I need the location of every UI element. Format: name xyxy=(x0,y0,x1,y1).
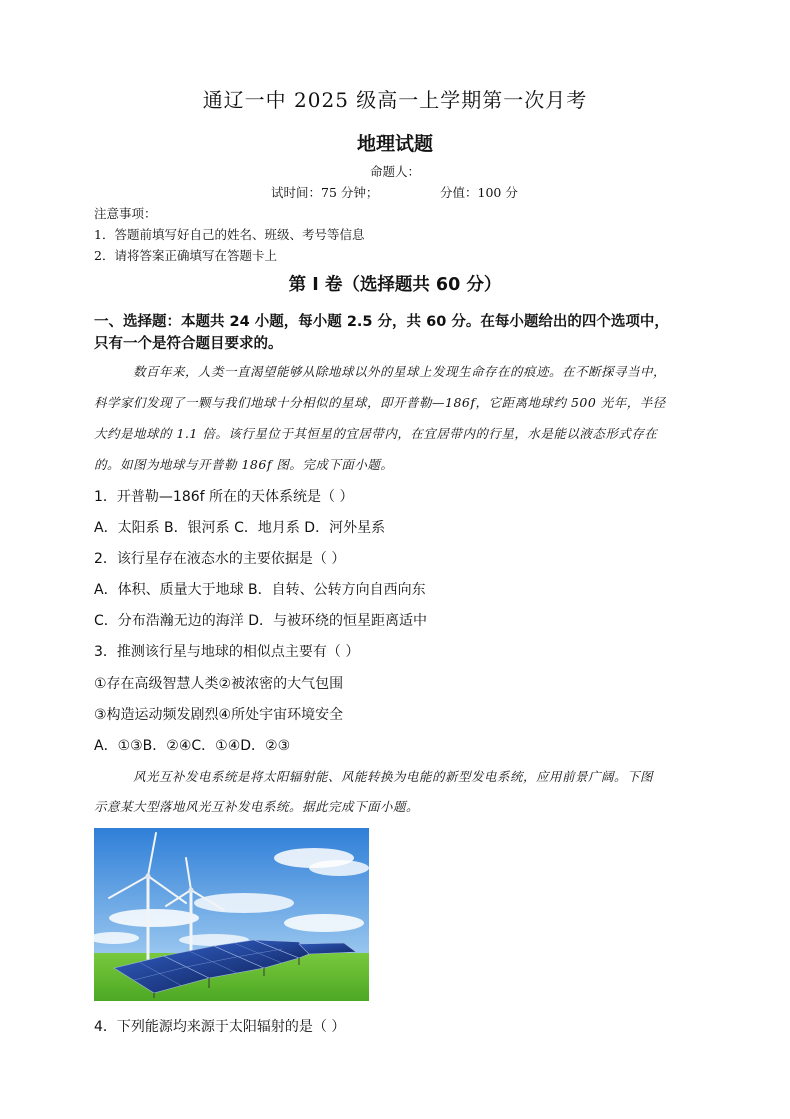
question-3-statement: ①存在高级智慧人类②被浓密的大气包围 xyxy=(94,676,344,692)
author-line: 命题人： xyxy=(369,164,420,179)
question-1-options: A．太阳系 B．银河系 C．地月系 D．河外星系 xyxy=(94,520,386,536)
passage-line: 科学家们发现了一颗与我们地球十分相似的星球，即开普勒—186f，它距离地球约 500 光年，半径 xyxy=(94,395,666,410)
note-item: 1．答题前填写好自己的姓名、班级、考号等信息 xyxy=(94,227,365,242)
passage-line: 风光互补发电系统是将太阳辐射能、风能转换为电能的新型发电系统，应用前景广阔。下图 xyxy=(133,769,654,784)
question-3-statement: ③构造运动频发剧烈④所处宇宙环境安全 xyxy=(94,707,344,723)
question-2-options: A．体积、质量大于地球 B．自转、公转方向自西向东 xyxy=(94,582,426,598)
question-1-stem: 1．开普勒—186f 所在的天体系统是（ ） xyxy=(94,489,354,505)
section-instruction: 只有一个是符合题目要求的。 xyxy=(94,336,283,352)
question-3-options: A．①③B．②④C．①④D．②③ xyxy=(94,738,291,754)
passage-line: 示意某大型落地风光互补发电系统。据此完成下面小题。 xyxy=(94,799,420,814)
passage-line: 数百年来，人类一直渴望能够从除地球以外的星球上发现生命存在的痕迹。在不断探寻当中， xyxy=(133,364,667,379)
exam-subtitle: 地理试题 xyxy=(356,133,433,155)
passage-line: 大约是地球的 1.1 倍。该行星位于其恒星的宜居带内，在宜居带内的行星，水是能以液态形式存在 xyxy=(94,426,658,441)
section-title: 第 I 卷（选择题共 60 分） xyxy=(288,275,502,295)
question-2-options: C．分布浩瀚无边的海洋 D．与被环绕的恒星距离适中 xyxy=(94,613,428,629)
exam-title: 通辽一中 2025 级高一上学期第一次月考 xyxy=(202,88,588,112)
question-3-stem: 3．推测该行星与地球的相似点主要有（ ） xyxy=(94,644,360,660)
section-instruction: 一、选择题：本题共 24 小题，每小题 2.5 分，共 60 分。在每小题给出的四个选项中， xyxy=(94,314,669,330)
question-4-stem: 4．下列能源均来源于太阳辐射的是（ ） xyxy=(94,1019,346,1035)
notes-heading: 注意事项： xyxy=(94,206,157,221)
passage-line: 的。如图为地球与开普勒 186f 图。完成下面小题。 xyxy=(94,457,394,472)
wind-solar-photo xyxy=(94,828,369,1001)
score-label: 分值：100 分 xyxy=(440,185,518,200)
note-item: 2．请将答案正确填写在答题卡上 xyxy=(94,248,277,263)
time-label: 试时间：75 分钟； xyxy=(271,185,379,200)
question-2-stem: 2．该行星存在液态水的主要依据是（ ） xyxy=(94,551,346,567)
